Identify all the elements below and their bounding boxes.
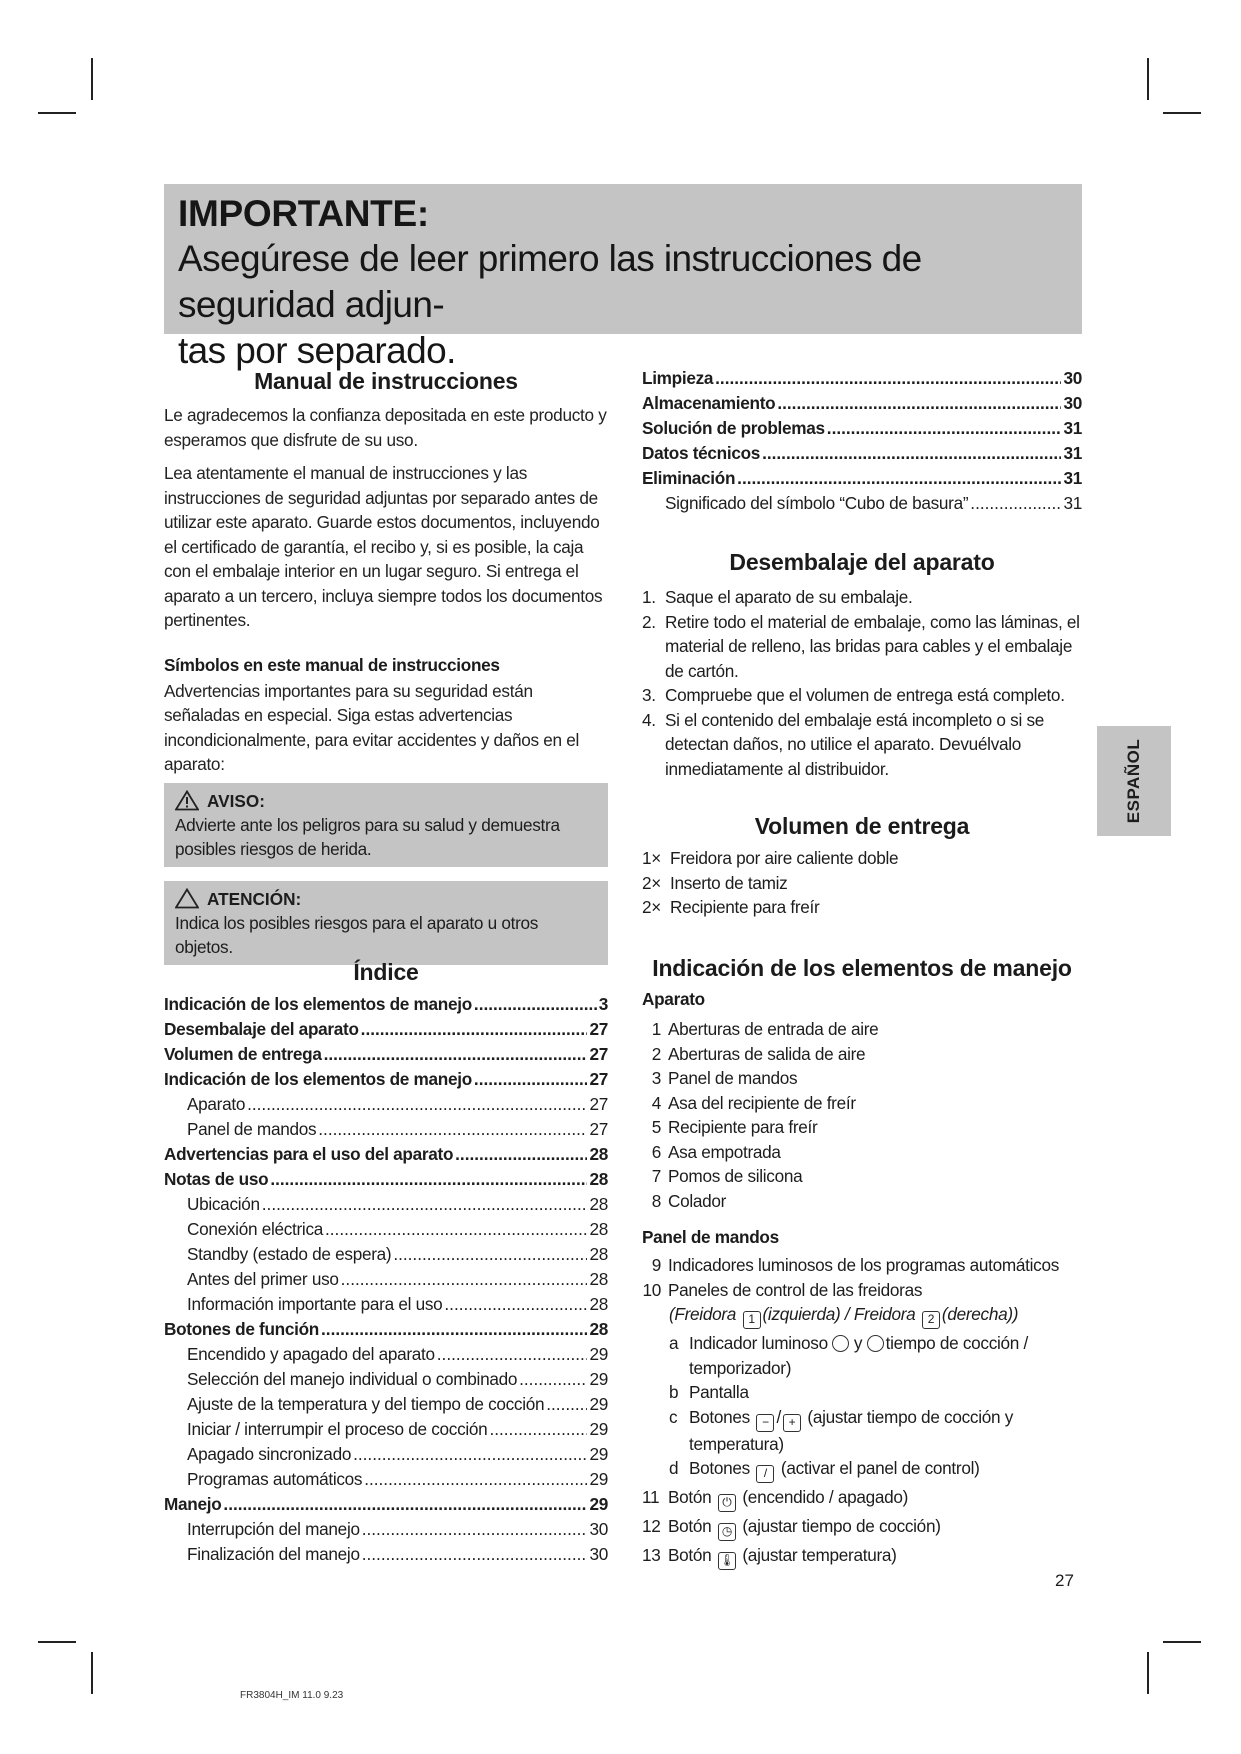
toc-leader <box>321 1317 587 1342</box>
toc-leader <box>777 391 1061 416</box>
list-item: 5 Recipiente para freír <box>651 1117 818 1137</box>
toc-entry <box>164 1092 608 1117</box>
toc-leader <box>444 1292 587 1317</box>
toc-entry <box>164 1042 608 1067</box>
toc-page: 29 <box>589 1494 608 1514</box>
toc-leader <box>318 1117 587 1142</box>
list-item: 11 Botón ⏻ (encendido / apagado) <box>642 1485 1082 1512</box>
toc-page: 27 <box>589 1069 608 1089</box>
caution-triangle-icon <box>175 888 199 909</box>
toc-page: 28 <box>589 1294 608 1314</box>
toc-entry <box>164 1167 608 1192</box>
aviso-title: AVISO: <box>207 790 265 811</box>
toc-page: 28 <box>589 1169 608 1189</box>
timer-icon: ◷ <box>718 1523 736 1541</box>
toc-label: Antes del primer uso <box>187 1269 339 1289</box>
list-item: (Freidora 1 (izquierda) / Freidora 2 (derecha)) <box>642 1302 1082 1329</box>
toc-label: Iniciar / interrumpir el proceso de cocción <box>187 1419 488 1439</box>
toc-entry <box>642 391 1082 416</box>
toc-label: Advertencias para el uso del aparato <box>164 1144 454 1164</box>
toc-label: Limpieza <box>642 368 714 388</box>
toc-leader <box>489 1417 587 1442</box>
toc-leader <box>362 1542 588 1567</box>
toc-page: 3 <box>598 994 608 1014</box>
crop-mark <box>38 112 76 114</box>
toc-page: 27 <box>589 1119 608 1139</box>
toc-leader <box>324 1042 588 1067</box>
toc-entry <box>164 1442 608 1467</box>
toc-leader <box>474 992 597 1017</box>
fryer-1-icon: 1 <box>743 1311 761 1329</box>
toc-entry <box>642 491 1082 516</box>
toc-leader <box>341 1267 588 1292</box>
toc-page: 27 <box>589 1044 608 1064</box>
minus-icon: − <box>756 1414 774 1432</box>
banner-line-2: tas por separado. <box>178 330 456 371</box>
index-continued-list <box>642 366 1082 516</box>
list-item: 8 Colador <box>651 1190 727 1211</box>
delivery-section <box>642 811 1082 920</box>
toc-label: Significado del símbolo “Cubo de basura” <box>665 493 969 513</box>
toc-page: 29 <box>589 1394 608 1414</box>
toc-page: 31 <box>1063 443 1082 463</box>
controls-heading: Indicación de los elementos de manejo <box>652 955 1072 981</box>
crop-mark <box>1147 58 1149 100</box>
crop-mark <box>1163 1641 1201 1643</box>
toc-leader <box>519 1367 587 1392</box>
crop-mark <box>38 1641 76 1643</box>
warning-triangle-icon <box>175 790 199 811</box>
toc-label: Desembalaje del aparato <box>164 1019 359 1039</box>
aviso-text: Advierte ante los peligros para su salud y demuestra posibles riesgos de herida. <box>175 814 560 859</box>
toc-leader <box>715 366 1061 391</box>
aparato-heading: Aparato <box>642 989 705 1009</box>
page-number: 27 <box>1055 1571 1074 1590</box>
toc-label: Finalización del manejo <box>187 1544 360 1564</box>
toc-entry <box>164 1342 608 1367</box>
toc-page: 29 <box>589 1469 608 1489</box>
toc-entry <box>164 1217 608 1242</box>
toc-leader <box>362 1517 588 1542</box>
list-item: 1× Freidora por aire caliente doble <box>642 848 899 868</box>
list-item: b Pantalla <box>669 1382 749 1402</box>
toc-entry <box>164 1242 608 1267</box>
index-list <box>164 992 608 1567</box>
toc-entry <box>164 1267 608 1292</box>
toc-label: Manejo <box>164 1494 222 1514</box>
toc-page: 29 <box>589 1419 608 1439</box>
toc-label: Indicación de los elementos de manejo <box>164 1069 472 1089</box>
toc-label: Panel de mandos <box>187 1119 317 1139</box>
symbols-heading: Símbolos en este manual de instrucciones <box>164 654 500 675</box>
toc-entry <box>164 1292 608 1317</box>
fryer-select-icon: / <box>756 1465 774 1483</box>
delivery-list <box>642 846 1082 920</box>
list-item: 13 Botón 🌡 (ajustar temperatura) <box>642 1543 1082 1570</box>
toc-label: Programas automáticos <box>187 1469 363 1489</box>
toc-label: Ubicación <box>187 1194 260 1214</box>
atencion-box <box>164 881 608 965</box>
atencion-title: ATENCIÓN: <box>207 888 302 909</box>
list-item: 3. Compruebe que el volumen de entrega está completo. <box>642 685 1065 705</box>
toc-leader <box>364 1467 587 1492</box>
toc-leader <box>455 1142 587 1167</box>
unpacking-section <box>642 547 1082 781</box>
list-item: 1 Aberturas de entrada de aire <box>651 1019 879 1039</box>
toc-page: 31 <box>1063 468 1082 488</box>
list-item: 6 Asa empotrada <box>651 1141 781 1162</box>
toc-leader <box>325 1217 587 1242</box>
toc-entry <box>164 1317 608 1342</box>
toc-page: 31 <box>1063 418 1082 438</box>
list-item: d Botones / (activar el panel de control) <box>642 1456 1082 1483</box>
list-item: 1. Saque el aparato de su embalaje. <box>642 587 913 607</box>
list-item: 3 Panel de mandos <box>651 1068 798 1088</box>
crop-mark <box>91 58 93 100</box>
toc-entry <box>164 1017 608 1042</box>
indicator-light-icon <box>832 1335 849 1352</box>
toc-entry <box>164 1542 608 1567</box>
power-icon: ⏻ <box>718 1494 736 1512</box>
toc-entry <box>164 1367 608 1392</box>
index-section <box>164 957 608 1567</box>
toc-entry <box>164 1192 608 1217</box>
controls-section <box>642 953 1082 1570</box>
toc-leader <box>361 1017 588 1042</box>
toc-entry <box>642 366 1082 391</box>
toc-entry <box>164 1117 608 1142</box>
list-item: 4 Asa del recipiente de freír <box>651 1092 856 1113</box>
toc-entry <box>164 1142 608 1167</box>
panel-heading: Panel de mandos <box>642 1227 779 1247</box>
crop-mark <box>1163 112 1201 114</box>
toc-label: Botones de función <box>164 1319 320 1339</box>
toc-leader <box>827 416 1062 441</box>
toc-leader <box>270 1167 587 1192</box>
toc-label: Eliminación <box>642 468 736 488</box>
toc-page: 30 <box>589 1544 608 1564</box>
toc-entry <box>164 1467 608 1492</box>
toc-label: Aparato <box>187 1094 246 1114</box>
crop-mark <box>91 1652 93 1694</box>
list-item: c Botones − / + (ajustar tiempo de cocción y temperatura) <box>669 1406 1014 1454</box>
toc-entry <box>642 466 1082 491</box>
toc-entry <box>642 416 1082 441</box>
toc-label: Información importante para el uso <box>187 1294 443 1314</box>
toc-entry <box>642 441 1082 466</box>
manual-section <box>164 366 608 965</box>
toc-label: Apagado sincronizado <box>187 1444 352 1464</box>
list-item: a Indicador luminoso y tiempo de cocción / temporizador) <box>669 1333 1028 1378</box>
list-item: 7 Pomos de silicona <box>651 1166 803 1186</box>
toc-label: Encendido y apagado del aparato <box>187 1344 435 1364</box>
toc-entry <box>164 992 608 1017</box>
toc-label: Datos técnicos <box>642 443 761 463</box>
toc-leader <box>546 1392 587 1417</box>
toc-label: Notas de uso <box>164 1169 269 1189</box>
clock-icon <box>867 1335 884 1352</box>
banner-title: IMPORTANTE: <box>178 193 429 234</box>
toc-page: 28 <box>589 1269 608 1289</box>
toc-label: Volumen de entrega <box>164 1044 322 1064</box>
toc-entry <box>164 1067 608 1092</box>
toc-label: Solución de problemas <box>642 418 825 438</box>
toc-page: 28 <box>589 1319 608 1339</box>
toc-leader <box>762 441 1061 466</box>
symbols-text: Advertencias importantes para su seguridad están señaladas en especial. Siga estas advertencias incondicionalmente, para evitar accidentes y daños en el aparato: <box>164 680 580 774</box>
toc-entry <box>164 1392 608 1417</box>
language-tab <box>1097 726 1171 836</box>
fryer-2-icon: 2 <box>922 1311 940 1329</box>
toc-page: 28 <box>589 1144 608 1164</box>
list-item: 10 Paneles de control de las freidoras <box>642 1279 923 1300</box>
important-banner <box>164 184 1082 371</box>
toc-page: 29 <box>589 1444 608 1464</box>
toc-leader <box>393 1242 587 1267</box>
toc-entry <box>164 1492 608 1517</box>
toc-page: 31 <box>1063 493 1082 513</box>
toc-leader <box>474 1067 588 1092</box>
toc-leader <box>223 1492 587 1517</box>
toc-leader <box>737 466 1061 491</box>
unpacking-heading: Desembalaje del aparato <box>729 549 995 575</box>
unpacking-list <box>642 585 1082 781</box>
manual-heading: Manual de instrucciones <box>254 368 518 394</box>
manual-paragraph-2: Lea atentamente el manual de instrucciones y las instrucciones de seguridad adjuntas por separado antes de utilizar este aparato. Guarde estos documentos, incluyendo el certificado de garantía, el recibo y, si es posible, la caja con el embalaje interior en un lugar seguro. Si entrega el aparato a un tercero, incluya siempre todos los documentos pertinentes. <box>164 463 603 630</box>
toc-leader <box>353 1442 587 1467</box>
toc-leader <box>247 1092 587 1117</box>
index-heading: Índice <box>353 959 419 985</box>
toc-label: Ajuste de la temperatura y del tiempo de cocción <box>187 1394 545 1414</box>
toc-page: 29 <box>589 1344 608 1364</box>
toc-page: 28 <box>589 1219 608 1239</box>
toc-entry <box>164 1517 608 1542</box>
toc-page: 30 <box>1063 393 1082 413</box>
plus-icon: + <box>783 1414 801 1432</box>
list-item: 2× Inserto de tamiz <box>642 872 788 893</box>
aviso-box <box>164 783 608 867</box>
toc-label: Selección del manejo individual o combinado <box>187 1369 518 1389</box>
atencion-text: Indica los posibles riesgos para el aparato u otros objetos. <box>175 912 539 957</box>
index-continued <box>642 366 1082 516</box>
toc-leader <box>262 1192 588 1217</box>
panel-list <box>642 1253 1082 1570</box>
language-label: ESPAÑOL <box>1124 738 1143 824</box>
thermometer-icon: 🌡 <box>718 1552 736 1570</box>
toc-page: 27 <box>589 1019 608 1039</box>
toc-page: 27 <box>589 1094 608 1114</box>
delivery-heading: Volumen de entrega <box>754 813 970 839</box>
list-item: 2. Retire todo el material de embalaje, como las láminas, el material de relleno, las bridas para cables y el embalaje de cartón. <box>642 611 1080 681</box>
manual-paragraph-1: Le agradecemos la confianza depositada en este producto y esperamos que disfrute de su uso. <box>164 405 607 450</box>
toc-label: Standby (estado de espera) <box>187 1244 392 1264</box>
toc-page: 30 <box>589 1519 608 1539</box>
toc-label: Interrupción del manejo <box>187 1519 360 1539</box>
toc-page: 28 <box>589 1194 608 1214</box>
list-item: 2 Aberturas de salida de aire <box>651 1043 866 1064</box>
toc-label: Indicación de los elementos de manejo <box>164 994 472 1014</box>
footer-code: FR3804H_IM 11.0 9.23 <box>240 1690 344 1701</box>
toc-page: 28 <box>589 1244 608 1264</box>
toc-label: Conexión eléctrica <box>187 1219 323 1239</box>
list-item: 12 Botón ◷ (ajustar tiempo de cocción) <box>642 1514 1082 1541</box>
toc-leader <box>437 1342 588 1367</box>
aparato-list <box>642 1017 1082 1213</box>
toc-label: Almacenamiento <box>642 393 776 413</box>
toc-entry <box>164 1417 608 1442</box>
banner-line-1: Asegúrese de leer primero las instrucciones de seguridad adjun- <box>178 238 922 325</box>
list-item: 9 Indicadores luminosos de los programas automáticos <box>651 1255 1060 1275</box>
toc-leader <box>970 491 1061 516</box>
list-item: 4. Si el contenido del embalaje está incompleto o si se detectan daños, no utilice el aparato. Devuélvalo inmediatamente al distribuidor. <box>642 709 1044 779</box>
crop-mark <box>1147 1652 1149 1694</box>
toc-page: 29 <box>589 1369 608 1389</box>
list-item: 2× Recipiente para freír <box>642 897 820 917</box>
toc-page: 30 <box>1063 368 1082 388</box>
